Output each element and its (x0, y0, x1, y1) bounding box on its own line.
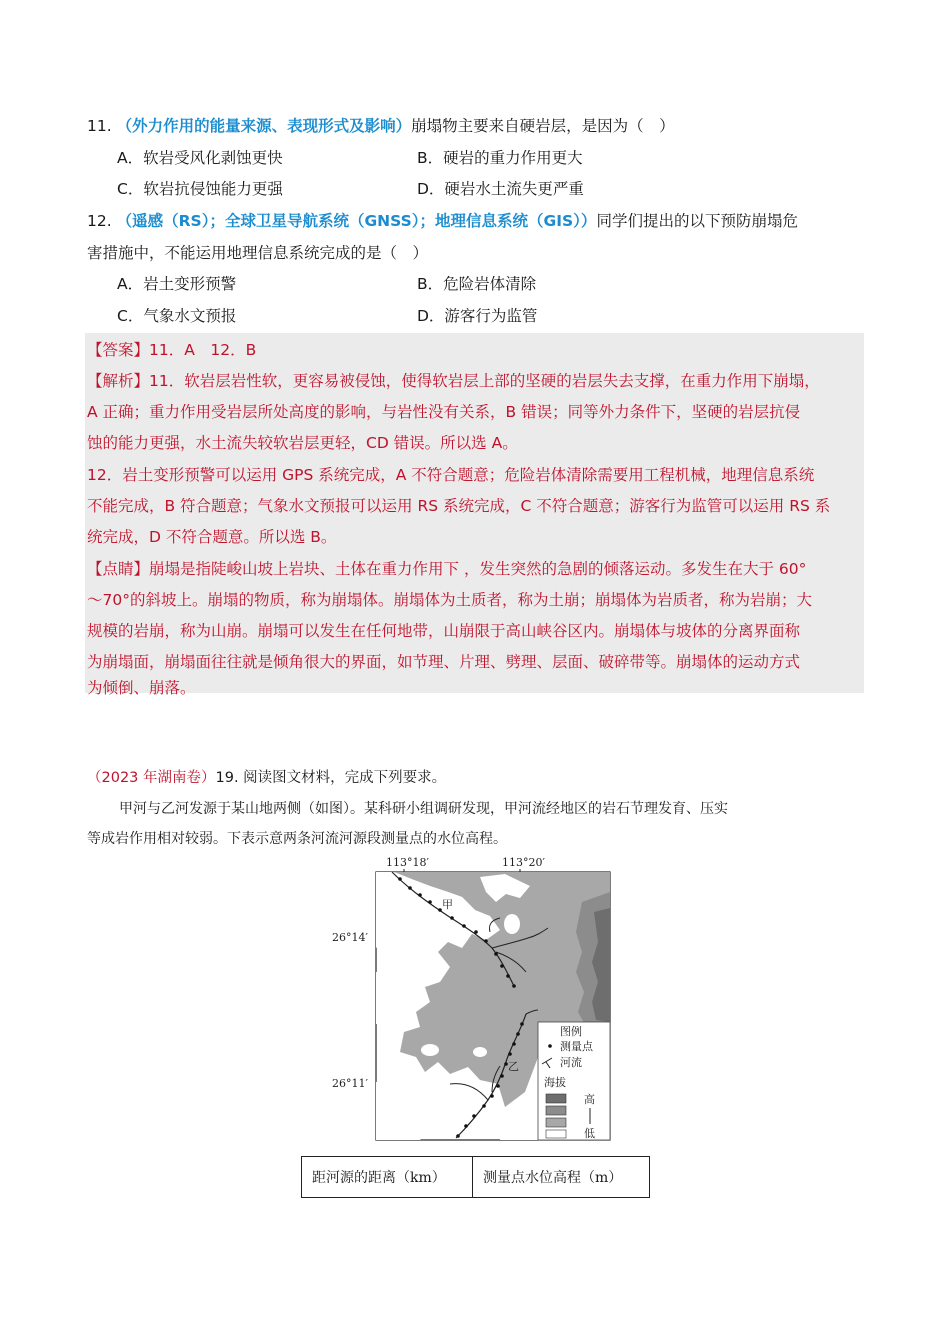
tips-line-2: ～70°的斜坡上。崩塌的物质，称为崩塌体。崩塌体为土质者，称为土崩；崩塌体为岩质者，称为岩崩；大 (87, 591, 812, 609)
lon-label-2: 113°20′ (502, 856, 545, 869)
legend-point-label: 测量点 (560, 1040, 593, 1053)
map-legend (538, 1022, 610, 1140)
lat-label-2: 26°11′ (332, 1077, 368, 1090)
legend-elevation-label: 海拔 (544, 1076, 566, 1089)
q11-option-a: A．软岩受风化剥蚀更快 (117, 149, 283, 167)
river-map (330, 852, 630, 1147)
q11-number: 11. (87, 117, 112, 135)
lat-label-1: 26°14′ (332, 931, 368, 944)
tips-line-1: 【点睛】崩塌是指陡峻山坡上岩块、土体在重力作用下 ，发生突然的急剧的倾落运动。多发生在大于 60° (87, 560, 807, 578)
river-label-jia: 甲 (442, 898, 453, 911)
q12-stem (87, 211, 798, 231)
legend-low-label: 低 (584, 1127, 595, 1140)
table-header-distance: 距河源的距离（km） (302, 1157, 473, 1198)
q12-number: 12. (87, 212, 112, 230)
legend-swatch-high (546, 1094, 566, 1103)
water-level-table (301, 1156, 650, 1198)
tips-label: 【点睛】 (87, 560, 150, 578)
q19-paragraph-2: 等成岩作用相对较弱。下表示意两条河流河源段测量点的水位高程。 (87, 831, 507, 847)
q11-tag: （外力作用的能量来源、表现形式及影响） (116, 117, 412, 135)
table-header-elevation: 测量点水位高程（m） (473, 1157, 650, 1198)
q12-tag: （遥感（RS）；全球卫星导航系统（GNSS）；地理信息系统（GIS）） (116, 212, 597, 230)
q12-option-a: A．岩土变形预警 (117, 275, 237, 293)
analysis-label: 【解析】 (87, 372, 150, 390)
answer-label: 【答案】 (87, 341, 150, 359)
q12-option-d: D．游客行为监管 (417, 307, 538, 325)
lon-label-1: 113°18′ (386, 856, 429, 869)
tips-line-5: 为倾倒、崩落。 (87, 679, 196, 697)
table-header-row (302, 1157, 650, 1198)
legend-high-label: 高 (584, 1093, 595, 1106)
q19-title: 19. 阅读图文材料，完成下列要求。 (215, 770, 447, 786)
legend-river-label: 河流 (560, 1056, 582, 1069)
analysis-line-6: 统完成，D 不符合题意。所以选 B。 (87, 528, 337, 546)
legend-title: 图例 (560, 1025, 582, 1038)
q12-text-1: 同学们提出的以下预防崩塌危 (596, 212, 798, 230)
q12-option-c: C．气象水文预报 (117, 307, 237, 325)
river-label-yi: 乙 (508, 1060, 519, 1073)
q12-option-b: B．危险岩体清除 (417, 275, 537, 293)
q11-option-c: C．软岩抗侵蚀能力更强 (117, 180, 283, 198)
q19-heading (87, 766, 446, 787)
legend-swatch-mid (546, 1106, 566, 1115)
answer-text: 11．A 12．B (149, 341, 257, 359)
q11-option-b: B．硬岩的重力作用更大 (417, 149, 583, 167)
analysis-line-5: 不能完成，B 符合题意；气象水文预报可以运用 RS 系统完成，C 不符合题意；游客行为监管可以运用 RS 系 (87, 497, 831, 515)
q12-text-2: 害措施中，不能运用地理信息系统完成的是（ ） (87, 244, 429, 262)
q19-paragraph-1: 甲河与乙河发源于某山地两侧（如图）。某科研小组调研发现，甲河流经地区的岩石节理发育、压实 (119, 801, 728, 817)
analysis-line-3: 蚀的能力更强，水土流失较软岩层更轻，CD 错误。所以选 A。 (87, 434, 518, 452)
answer-line (87, 338, 256, 360)
tips-line-3: 规模的岩崩，称为山崩。崩塌可以发生在任何地带，山崩限于高山峡谷区内。崩塌体与坡体的分离界面称 (87, 622, 801, 640)
analysis-line-4: 12．岩土变形预警可以运用 GPS 系统完成，A 不符合题意；危险岩体清除需要用工程机械，地理信息系统 (87, 466, 815, 484)
legend-swatch-light (546, 1118, 566, 1127)
analysis-line-1: 【解析】11．软岩层岩性软，更容易被侵蚀，使得软岩层上部的坚硬的岩层失去支撑，在重力作用下崩塌， (87, 372, 820, 390)
q11-text: 崩塌物主要来自硬岩层，是因为（ ） (411, 117, 675, 135)
legend-swatch-low (546, 1130, 566, 1138)
legend-point-icon (548, 1044, 552, 1048)
analysis-line-2: A 正确；重力作用受岩层所处高度的影响，与岩性没有关系，B 错误；同等外力条件下，坚硬的岩层抗侵 (87, 403, 801, 421)
q19-source: （2023 年湖南卷） (87, 770, 216, 786)
tips-line-4: 为崩塌面，崩塌面往往就是倾角很大的界面，如节理、片理、劈理、层面、破碎带等。崩塌体的运动方式 (87, 653, 801, 671)
q11-option-d: D．硬岩水土流失更严重 (417, 180, 584, 198)
q11-stem (87, 116, 675, 136)
